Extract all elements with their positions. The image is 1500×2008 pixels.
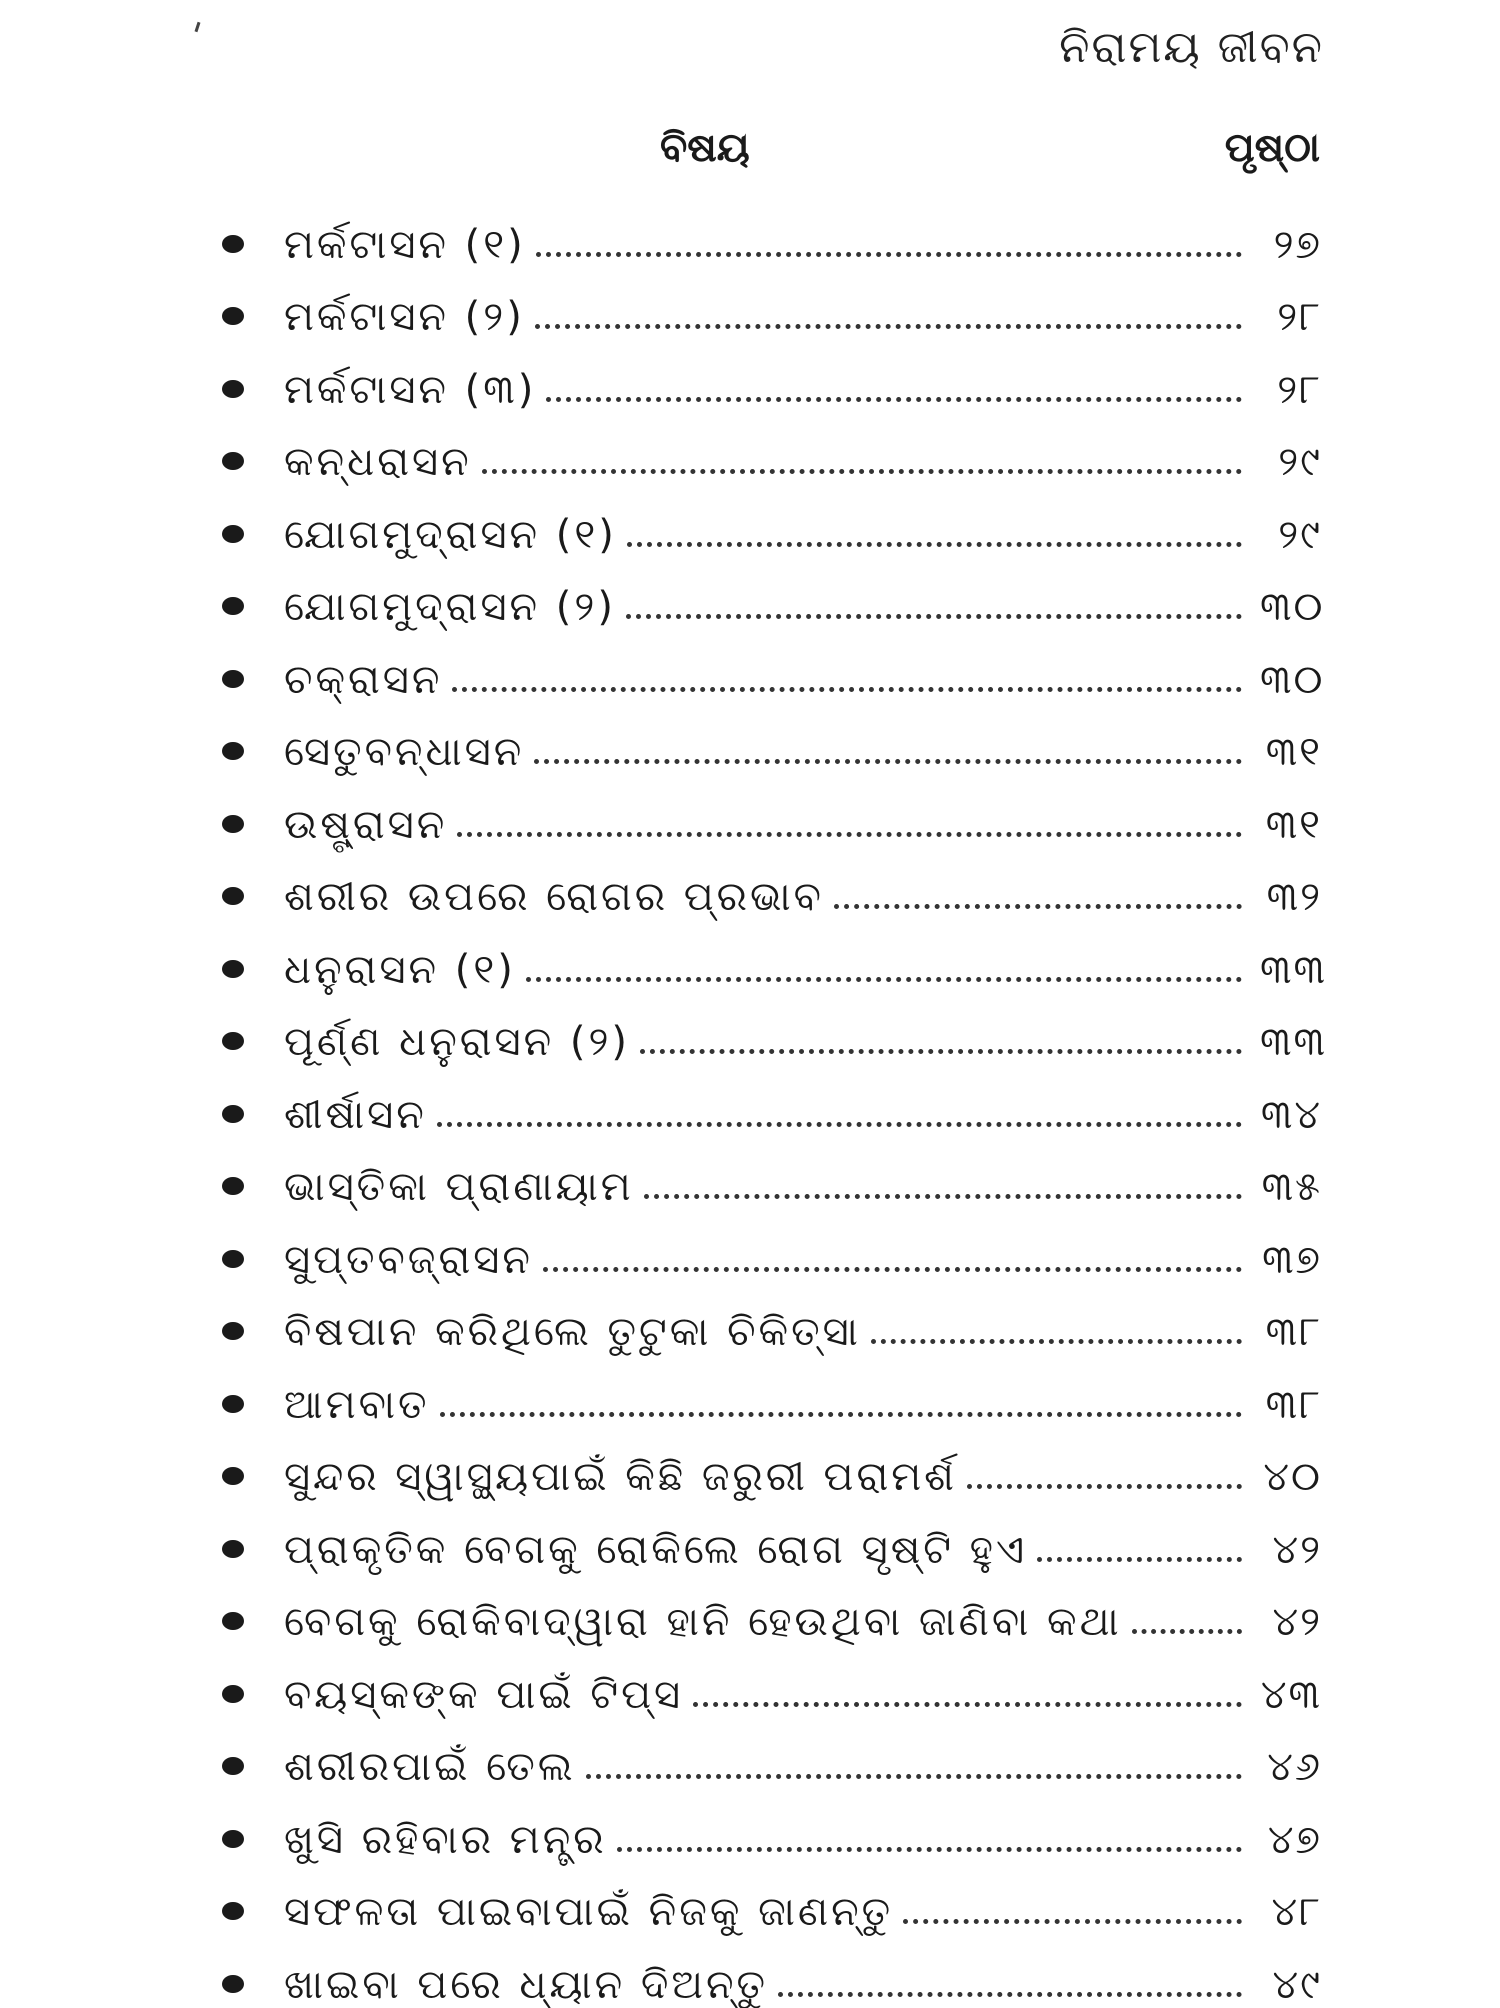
toc-entry — [222, 1570, 1322, 1643]
bullet-icon — [222, 1177, 244, 1195]
toc-entry-title: ଯୋଗମୁଦ୍ରାସନ (୨) — [284, 584, 616, 630]
dot-leader — [535, 324, 1242, 329]
toc-entry-page: ୩୩ — [1260, 1019, 1327, 1065]
bullet-icon — [222, 815, 244, 833]
dot-leader — [834, 904, 1242, 909]
toc-entry-page: ୪୭ — [1267, 1816, 1322, 1863]
toc-entry-title: ଉଷ୍ଟ୍ରାସନ — [284, 801, 448, 848]
bullet-icon — [222, 1032, 244, 1050]
dot-leader — [526, 977, 1242, 982]
toc-entry — [222, 337, 1322, 413]
toc-entry — [222, 990, 1327, 1065]
dot-leader — [543, 1267, 1242, 1272]
toc-entry-title: ଭାସ୍ତିକା ପ୍ରାଣାୟାମ — [284, 1164, 634, 1210]
toc-entry — [222, 1497, 1322, 1573]
toc-entry-title: ଯୋଗମୁଦ୍ରାସନ (୧) — [284, 511, 617, 558]
toc-entry — [222, 410, 1322, 483]
toc-entry-title: ମର୍କଟାସନ (୧) — [284, 221, 526, 268]
toc-entry — [222, 1352, 1322, 1428]
toc-entry — [222, 1932, 1322, 2008]
toc-entry — [222, 1860, 1322, 1933]
dot-leader — [452, 687, 1242, 692]
bullet-icon — [222, 307, 244, 325]
toc-entry — [222, 1425, 1322, 1498]
bullet-icon — [222, 525, 244, 543]
toc-entry-title: ସେତୁବନ୍ଧାସନ — [284, 729, 525, 775]
toc-entry-page: ୪୦ — [1263, 1454, 1322, 1500]
toc-entry-page: ୩୧ — [1265, 801, 1322, 848]
toc-entry-title: ଶୀର୍ଷାସନ — [284, 1091, 427, 1138]
dot-leader — [536, 252, 1242, 257]
bullet-icon — [222, 1105, 244, 1123]
bullet-icon — [222, 887, 244, 905]
toc-entry-page: ୪୨ — [1272, 1599, 1322, 1645]
toc-entry-page: ୪୩ — [1260, 1671, 1322, 1718]
bullet-icon — [222, 1467, 244, 1485]
toc-entry-title: ମର୍କଟାସନ (୨) — [284, 294, 525, 340]
dot-leader — [903, 1919, 1242, 1924]
toc-entry-page: ୩୪ — [1260, 1091, 1322, 1138]
dot-leader — [871, 1339, 1242, 1344]
toc-entry-title: ବୟସ୍କଙ୍କ ପାଇଁ ଟିପ୍ସ — [284, 1671, 684, 1718]
toc-entry-page: ୨୮ — [1277, 366, 1322, 413]
toc-entry — [222, 265, 1322, 338]
dot-leader — [457, 832, 1242, 837]
bullet-icon — [222, 1902, 244, 1920]
bullet-icon — [222, 1685, 244, 1703]
toc-entry-page: ୩୮ — [1265, 1309, 1322, 1355]
bullet-icon — [222, 1975, 244, 1993]
toc-entry — [222, 772, 1322, 848]
toc-entry-page: ୪୬ — [1267, 1744, 1322, 1790]
dot-leader — [693, 1702, 1242, 1707]
toc-entry-title: ଶରୀର ଉପରେ ରୋଗର ପ୍ରଭାବ — [284, 874, 824, 920]
toc-entry — [222, 1280, 1322, 1353]
toc-entry-page: ୩୧ — [1265, 729, 1322, 775]
dot-leader — [640, 1049, 1242, 1054]
dot-leader — [626, 614, 1242, 619]
toc-entry-title: ଖାଇବା ପରେ ଧ୍ୟାନ ଦିଅନ୍ତୁ — [284, 1961, 769, 2008]
toc-entry-title: ବେଗକୁ ରୋକିବାଦ୍ୱାରା ହାନି ହେଉଥିବା ଜାଣିବା କଥା — [284, 1599, 1122, 1645]
toc-entry-page: ୪୯ — [1272, 1961, 1322, 2008]
toc-entry — [222, 482, 1322, 558]
toc-entry-page: ୩୭ — [1262, 1236, 1322, 1283]
bullet-icon — [222, 452, 244, 470]
toc-entry — [222, 555, 1325, 630]
toc-entry-page: ୩୩ — [1260, 946, 1327, 993]
dot-leader — [440, 1412, 1242, 1417]
toc-entry — [222, 1715, 1322, 1788]
table-of-contents — [222, 192, 1327, 2008]
dot-leader — [482, 469, 1242, 474]
bullet-icon — [222, 1830, 244, 1848]
bullet-icon — [222, 1540, 244, 1558]
toc-entry — [222, 1642, 1322, 1718]
toc-entry-page: ୩୮ — [1265, 1381, 1322, 1428]
toc-column-headings — [230, 125, 1320, 185]
toc-entry-title: ପୂର୍ଣ୍ଣ ଧନୁରାସନ (୨) — [284, 1019, 631, 1065]
toc-entry-page: ୨୯ — [1278, 439, 1322, 485]
dot-leader — [627, 542, 1242, 547]
bullet-icon — [222, 1395, 244, 1413]
toc-entry — [222, 1787, 1322, 1863]
toc-entry — [222, 627, 1325, 703]
toc-entry-title: ସୁପ୍ତବଜ୍ରାସନ — [284, 1236, 533, 1283]
bullet-icon — [222, 597, 244, 615]
dot-leader — [644, 1194, 1242, 1199]
toc-entry-title: ଧନୁରାସନ (୧) — [284, 946, 516, 993]
dot-leader — [546, 397, 1242, 402]
bullet-icon — [222, 960, 244, 978]
dot-leader — [778, 1992, 1242, 1997]
toc-entry-title: ସଫଳତା ପାଇବାପାଇଁ ନିଜକୁ ଜାଣନ୍ତୁ — [284, 1889, 894, 1935]
toc-entry-page: ୨୭ — [1273, 221, 1322, 268]
stray-ink-mark — [195, 22, 201, 32]
toc-entry-title: ଚକ୍ରାସନ — [284, 656, 443, 703]
toc-entry-title: ପ୍ରାକୃତିକ ବେଗକୁ ରୋକିଲେ ରୋଗ ସୃଷ୍ଟି ହୁଏ — [284, 1526, 1028, 1573]
dot-leader — [534, 759, 1242, 764]
toc-entry-page: ୩୫ — [1261, 1164, 1322, 1210]
bullet-icon — [222, 670, 244, 688]
bullet-icon — [222, 1250, 244, 1268]
toc-entry-page: ୩୦ — [1260, 584, 1325, 630]
toc-entry — [222, 700, 1322, 773]
toc-entry-page: ୩୦ — [1260, 656, 1325, 703]
toc-entry — [222, 192, 1322, 268]
toc-entry-title: କନ୍ଧରାସନ — [284, 439, 472, 485]
toc-entry-page: ୨୯ — [1278, 511, 1322, 558]
toc-entry-title: ଆମବାତ — [284, 1381, 430, 1428]
dot-leader — [437, 1122, 1242, 1127]
toc-entry-title: ଶରୀରପାଇଁ ତେଲ — [284, 1744, 576, 1790]
bullet-icon — [222, 1322, 244, 1340]
bullet-icon — [222, 1612, 244, 1630]
dot-leader — [617, 1847, 1242, 1852]
toc-entry — [222, 1135, 1322, 1208]
toc-entry-page: ୩୨ — [1266, 874, 1322, 920]
bullet-icon — [222, 235, 244, 253]
toc-entry — [222, 1207, 1322, 1283]
toc-entry-page: ୪୨ — [1272, 1526, 1322, 1573]
bullet-icon — [222, 380, 244, 398]
dot-leader — [586, 1774, 1242, 1779]
dot-leader — [967, 1484, 1242, 1489]
toc-topic-heading: ବିଷୟ — [660, 125, 750, 171]
toc-entry — [222, 917, 1327, 993]
toc-entry-page: ୪୮ — [1271, 1889, 1322, 1935]
toc-entry-title: ଖୁସି ରହିବାର ମନ୍ତ୍ର — [284, 1816, 607, 1863]
toc-entry-page: ୨୮ — [1277, 294, 1322, 340]
toc-entry — [222, 845, 1322, 918]
running-header-book-title: ନିରାମୟ ଜୀବନ — [1059, 22, 1324, 73]
toc-entry-title: ସୁନ୍ଦର ସ୍ୱାସ୍ଥ୍ୟପାଇଁ କିଛି ଜରୁରୀ ପରାମର୍ଶ — [284, 1454, 957, 1500]
toc-entry-title: ମର୍କଟାସନ (୩) — [284, 366, 537, 413]
toc-entry-title: ବିଷପାନ କରିଥିଲେ ତୁଟୁକା ଚିକିତ୍ସା — [284, 1309, 861, 1355]
dot-leader — [1132, 1629, 1242, 1634]
toc-entry — [222, 1062, 1322, 1138]
toc-page-heading: ପୃଷ୍ଠା — [1224, 125, 1320, 171]
dot-leader — [1037, 1557, 1242, 1562]
bullet-icon — [222, 742, 244, 760]
bullet-icon — [222, 1757, 244, 1775]
